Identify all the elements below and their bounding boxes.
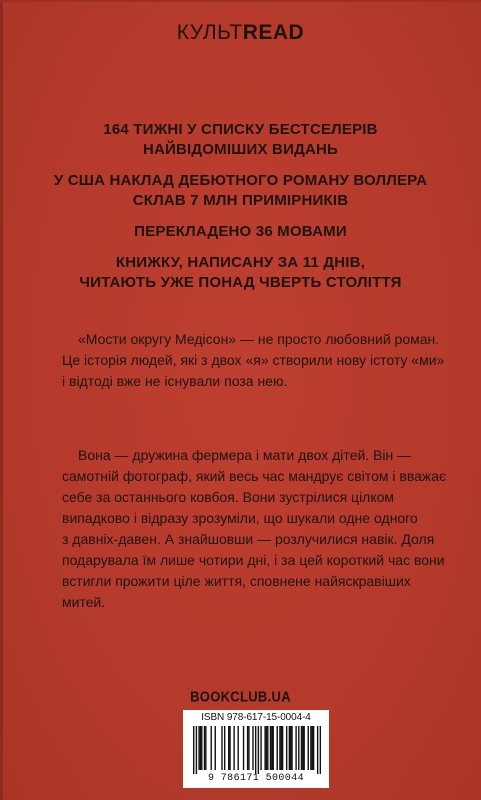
series-logo-part1: КУЛЬТ (176, 21, 243, 44)
highlights-block (0, 120, 481, 304)
text-line: Це історія людей, які з двох «я» створили нову істоту «ми» (62, 352, 445, 368)
barcode-bar (237, 726, 238, 770)
barcode-bar (312, 726, 313, 770)
barcode-bar (264, 726, 265, 770)
text-line: Вона — дружина фермера і мати двох дітей. Він — (78, 447, 412, 463)
barcode-bar (260, 726, 261, 770)
barcode-bar (211, 726, 212, 770)
barcode-bar (267, 726, 268, 770)
barcode-bar (308, 726, 309, 770)
highlight-4 (0, 253, 481, 293)
barcode-bar (205, 726, 206, 770)
barcode-bar (279, 726, 280, 770)
barcode-bar (255, 726, 256, 774)
barcode-bar (229, 726, 230, 770)
barcode-bar (228, 726, 229, 770)
barcode-bar (291, 726, 292, 770)
barcode-bar (289, 726, 290, 770)
barcode-bar (204, 726, 205, 770)
barcode-bar (270, 726, 271, 770)
barcode-bar (295, 726, 296, 770)
highlight-2 (0, 171, 481, 211)
barcode-bar (302, 726, 303, 770)
barcode-bar (310, 726, 311, 770)
barcode-bar (233, 726, 234, 770)
barcode-bar (281, 726, 282, 770)
barcode-bar (313, 726, 314, 770)
barcode-bar (272, 726, 273, 770)
barcode-bar (247, 726, 248, 770)
barcode-bar (193, 726, 194, 774)
highlight-line: НАЙВІДОМІШИХ ВИДАНЬ (142, 141, 339, 158)
highlight-line: У США НАКЛАД ДЕБЮТНОГО РОМАНУ ВОЛЛЕРА (53, 172, 428, 189)
highlight-line: КНИЖКУ, НАПИСАНУ ЗА 11 ДНІВ, (115, 254, 366, 271)
barcode-bar (198, 726, 199, 770)
barcode-bars (193, 726, 321, 774)
highlight-3 (0, 222, 481, 242)
barcode-bar (200, 726, 201, 770)
description-paragraph-1 (62, 329, 445, 392)
barcode-bar (282, 726, 283, 770)
barcode-bar (248, 726, 249, 770)
series-logo (0, 20, 481, 46)
barcode-bar (317, 726, 318, 774)
publisher-website: BOOKCLUB.UA (190, 687, 291, 706)
text-line: митей. (62, 594, 106, 610)
ean-number: 9 786171 500044 (207, 773, 304, 784)
text-line: і відтоді вже не існували поза нею. (62, 373, 288, 389)
barcode-bar (201, 726, 202, 770)
barcode-bar (298, 726, 299, 770)
barcode-bar (290, 726, 291, 770)
description-paragraph-2 (62, 445, 447, 613)
highlight-line: ЧИТАЮТЬ УЖЕ ПОНАД ЧВЕРТЬ СТОЛІТТЯ (79, 274, 402, 291)
barcode-bar (258, 726, 259, 774)
series-logo-part2: READ (242, 21, 305, 44)
barcode-bar (301, 726, 302, 770)
barcode-bar (271, 726, 272, 770)
text-line: «Мости округу Медісон» — не просто любовний роман. (78, 331, 440, 347)
text-line: себе за останнього ковбоя. Вони зустрілися цілком (62, 489, 395, 505)
text-line: самотній фотограф, який весь час мандрує світом і вважає (62, 468, 447, 484)
barcode-bar (266, 726, 267, 770)
barcode-bar (224, 726, 225, 770)
text-line: подарувала їм лише чотири дні, і за цей короткий час вони (62, 552, 445, 568)
text-line: з давніх-давен. А знайшовши — розлучилися навік. Доля (62, 531, 435, 547)
barcode-bar (303, 726, 304, 770)
isbn-barcode (183, 710, 329, 788)
barcode-bar (277, 726, 278, 770)
text-line: встигли прожити ціле життя, сповнене найяскравіших (62, 573, 411, 589)
barcode-bar (286, 726, 287, 770)
barcode-bar (252, 726, 253, 770)
isbn-number: ISBN 978-617-15-0004-4 (201, 712, 311, 723)
highlight-line: СКЛАВ 7 МЛН ПРИМІРНИКІВ (132, 192, 349, 209)
cover-top-edge (0, 0, 481, 2)
highlight-line: 164 ТИЖНІ У СПИСКУ БЕСТСЕЛЕРІВ (103, 121, 378, 138)
barcode-bar (221, 726, 222, 770)
text-line: випадково і відразу зрозуміли, що шукали одне одного (62, 510, 418, 526)
highlight-1 (0, 120, 481, 160)
barcode-bar (196, 726, 197, 774)
barcode-bar (215, 726, 216, 770)
barcode-bar (320, 726, 321, 774)
highlight-line: ПЕРЕКЛАДЕНО 36 МОВАМИ (134, 223, 347, 240)
barcode-bar (243, 726, 244, 770)
